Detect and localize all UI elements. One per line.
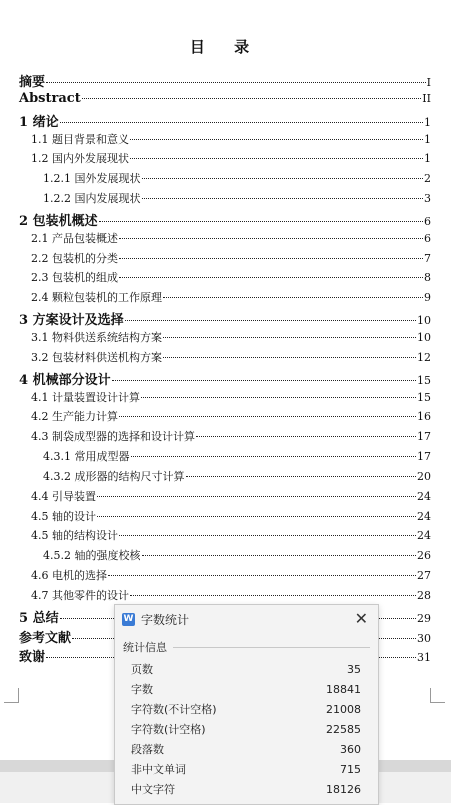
toc-leader bbox=[82, 98, 422, 99]
toc-entry[interactable] bbox=[19, 250, 431, 270]
toc-leader bbox=[163, 337, 416, 338]
toc-entry-text: 4.3.2 成形器的结构尺寸计算 bbox=[43, 469, 185, 483]
toc-entry-text: 4.5 轴的设计 bbox=[31, 509, 96, 523]
toc-leader bbox=[112, 380, 416, 381]
toc-leader bbox=[141, 397, 416, 398]
toc-entry-text: 3.2 包装材料供送机构方案 bbox=[31, 350, 162, 364]
toc-entry[interactable] bbox=[19, 547, 431, 567]
toc-entry-text: 摘要 bbox=[19, 75, 46, 90]
stats-list bbox=[115, 659, 378, 799]
toc-entry[interactable] bbox=[19, 428, 431, 448]
stat-row bbox=[115, 679, 378, 699]
stat-label: 字符数(计空格) bbox=[131, 723, 206, 736]
toc-entry[interactable] bbox=[19, 170, 431, 190]
stat-row bbox=[115, 719, 378, 739]
toc-entry-page: 3 bbox=[424, 192, 431, 206]
toc-entry-page: 24 bbox=[417, 529, 431, 543]
toc-entry-page: 27 bbox=[417, 569, 431, 583]
toc-entry-text: 3 方案设计及选择 bbox=[19, 313, 124, 329]
stat-row bbox=[115, 699, 378, 719]
dialog-title: 字数统计 bbox=[141, 612, 190, 627]
toc-entry-page: 6 bbox=[424, 214, 431, 228]
toc-entry[interactable] bbox=[19, 210, 431, 230]
toc-entry-page: 10 bbox=[417, 330, 431, 344]
stat-value: 18841 bbox=[326, 682, 361, 696]
toc-leader bbox=[130, 139, 423, 140]
toc-entry-text: 4.4 引导装置 bbox=[31, 489, 96, 503]
toc-entry[interactable] bbox=[19, 190, 431, 210]
toc-entry-page: 26 bbox=[417, 549, 431, 563]
stat-row bbox=[115, 659, 378, 679]
toc-leader bbox=[99, 221, 423, 222]
toc-entry-page: 16 bbox=[417, 410, 431, 424]
toc-leader bbox=[60, 122, 423, 123]
toc-entry-text: 2.4 颗粒包装机的工作原理 bbox=[31, 291, 162, 305]
toc-entry-page: 10 bbox=[417, 314, 431, 328]
toc-leader bbox=[119, 258, 423, 259]
toc-entry-page: 6 bbox=[424, 231, 431, 245]
close-button[interactable]: ✕ bbox=[354, 609, 368, 628]
toc-leader bbox=[142, 178, 424, 179]
toc-leader bbox=[108, 575, 416, 576]
toc-entry-text: 4.1 计量装置设计计算 bbox=[31, 390, 140, 404]
toc-leader bbox=[130, 158, 423, 159]
toc-entry-page: 28 bbox=[417, 588, 431, 602]
toc-entry[interactable] bbox=[19, 91, 431, 111]
toc-entry[interactable] bbox=[19, 408, 431, 428]
toc-entry-text: 4.6 电机的选择 bbox=[31, 569, 107, 583]
toc-leader bbox=[97, 516, 416, 517]
toc-leader bbox=[142, 198, 424, 199]
stat-value: 360 bbox=[340, 742, 361, 756]
toc-leader bbox=[119, 535, 416, 536]
toc-entry-text: 4.3.1 常用成型器 bbox=[43, 450, 130, 464]
toc-entry[interactable] bbox=[19, 289, 431, 309]
toc-entry-text: 5 总结 bbox=[19, 610, 59, 626]
toc-entry[interactable] bbox=[19, 508, 431, 528]
toc-entry-page: I bbox=[426, 76, 431, 89]
toc-leader bbox=[196, 436, 416, 437]
toc-entry-text: 1 绪论 bbox=[19, 114, 59, 130]
toc-entry-page: 1 bbox=[424, 115, 431, 129]
toc-entry-page: 17 bbox=[417, 430, 431, 444]
page-corner-mark-right bbox=[430, 688, 445, 703]
toc-entry-page: 9 bbox=[424, 291, 431, 305]
toc-entry-page: II bbox=[422, 91, 431, 105]
toc-entry-page: 31 bbox=[417, 651, 431, 665]
toc-entry-page: 24 bbox=[417, 489, 431, 503]
toc-entry[interactable] bbox=[19, 369, 431, 389]
toc-entry[interactable] bbox=[19, 131, 431, 151]
stat-value: 21008 bbox=[326, 702, 361, 716]
toc-leader bbox=[142, 555, 417, 556]
toc-entry[interactable] bbox=[19, 329, 431, 349]
stat-row bbox=[115, 739, 378, 759]
toc-entry-text: 3.1 物料供送系统结构方案 bbox=[31, 330, 162, 344]
toc-entry-text: 1.2.1 国外发展现状 bbox=[43, 172, 141, 186]
stat-value: 18126 bbox=[326, 782, 361, 796]
toc-entry-page: 2 bbox=[424, 172, 431, 186]
toc-entry-page: 15 bbox=[417, 373, 431, 387]
stats-group-label: 统计信息 bbox=[123, 641, 167, 654]
toc-entry-page: 17 bbox=[417, 450, 431, 464]
toc-leader bbox=[186, 476, 417, 477]
toc-entry-text: 4.5.2 轴的强度校核 bbox=[43, 549, 141, 563]
toc-entry[interactable] bbox=[19, 448, 431, 468]
toc-leader bbox=[163, 297, 423, 298]
toc-entry[interactable] bbox=[19, 389, 431, 409]
stats-group bbox=[123, 639, 370, 655]
toc-entry-text: 4.7 其他零件的设计 bbox=[31, 588, 129, 602]
toc-leader bbox=[119, 277, 423, 278]
toc-entry[interactable] bbox=[19, 349, 431, 369]
toc-entry[interactable] bbox=[19, 468, 431, 488]
stat-label: 页数 bbox=[131, 663, 153, 676]
toc-entry-text: 2.2 包装机的分类 bbox=[31, 251, 118, 265]
table-of-contents bbox=[19, 71, 431, 666]
toc-entry-text: 1.2.2 国内发展现状 bbox=[43, 192, 141, 206]
stat-label: 段落数 bbox=[131, 743, 164, 756]
dialog-titlebar[interactable] bbox=[115, 605, 378, 633]
page-corner-mark-left bbox=[4, 688, 19, 703]
toc-entry-text: 2.1 产品包装概述 bbox=[31, 231, 118, 245]
toc-leader bbox=[119, 238, 423, 239]
toc-entry-text: 4.3 制袋成型器的选择和设计计算 bbox=[31, 430, 195, 444]
toc-entry-page: 29 bbox=[417, 611, 431, 625]
stat-label: 非中文单词 bbox=[131, 763, 186, 776]
wps-writer-icon: W bbox=[123, 614, 134, 624]
toc-entry[interactable] bbox=[19, 71, 431, 91]
toc-entry-text: 2.3 包装机的组成 bbox=[31, 271, 118, 285]
toc-entry[interactable] bbox=[19, 567, 431, 587]
stat-row bbox=[115, 779, 378, 799]
toc-entry-page: 8 bbox=[424, 271, 431, 285]
toc-entry[interactable] bbox=[19, 230, 431, 250]
stat-label: 中文字符 bbox=[131, 783, 175, 796]
toc-entry-page: 30 bbox=[417, 631, 431, 645]
toc-title: 目 录 bbox=[189, 38, 262, 56]
toc-entry-page: 1 bbox=[424, 152, 431, 166]
toc-leader bbox=[97, 496, 416, 497]
toc-entry-text: 4 机械部分设计 bbox=[19, 372, 111, 388]
stat-row bbox=[115, 759, 378, 779]
group-divider bbox=[173, 647, 370, 648]
toc-entry-page: 20 bbox=[417, 469, 431, 483]
toc-entry[interactable] bbox=[19, 111, 431, 131]
toc-leader bbox=[46, 82, 426, 83]
toc-entry[interactable] bbox=[19, 269, 431, 289]
toc-leader bbox=[163, 357, 416, 358]
toc-entry-text: Abstract bbox=[19, 90, 81, 106]
toc-entry-page: 7 bbox=[424, 251, 431, 265]
toc-entry-page: 15 bbox=[417, 390, 431, 404]
toc-leader bbox=[130, 595, 416, 596]
stat-label: 字符数(不计空格) bbox=[131, 703, 217, 716]
stat-label: 字数 bbox=[131, 683, 153, 696]
toc-entry-text: 1.2 国内外发展现状 bbox=[31, 152, 129, 166]
toc-entry-text: 参考文献 bbox=[19, 630, 72, 646]
toc-entry[interactable] bbox=[19, 527, 431, 547]
toc-entry-page: 12 bbox=[417, 350, 431, 364]
word-count-dialog bbox=[114, 604, 379, 805]
stat-value: 35 bbox=[347, 662, 361, 676]
toc-entry-page: 1 bbox=[424, 132, 431, 146]
toc-entry-text: 2 包装机概述 bbox=[19, 213, 98, 229]
toc-leader bbox=[131, 456, 417, 457]
toc-leader bbox=[119, 416, 416, 417]
toc-entry[interactable] bbox=[19, 150, 431, 170]
stat-value: 22585 bbox=[326, 722, 361, 736]
toc-leader bbox=[125, 320, 416, 321]
toc-entry-text: 4.5 轴的结构设计 bbox=[31, 529, 118, 543]
toc-entry-text: 4.2 生产能力计算 bbox=[31, 410, 118, 424]
toc-entry[interactable] bbox=[19, 309, 431, 329]
toc-entry-text: 1.1 题目背景和意义 bbox=[31, 132, 129, 146]
toc-entry-page: 24 bbox=[417, 509, 431, 523]
stat-value: 715 bbox=[340, 762, 361, 776]
toc-entry[interactable] bbox=[19, 488, 431, 508]
toc-entry-text: 致谢 bbox=[19, 650, 46, 666]
